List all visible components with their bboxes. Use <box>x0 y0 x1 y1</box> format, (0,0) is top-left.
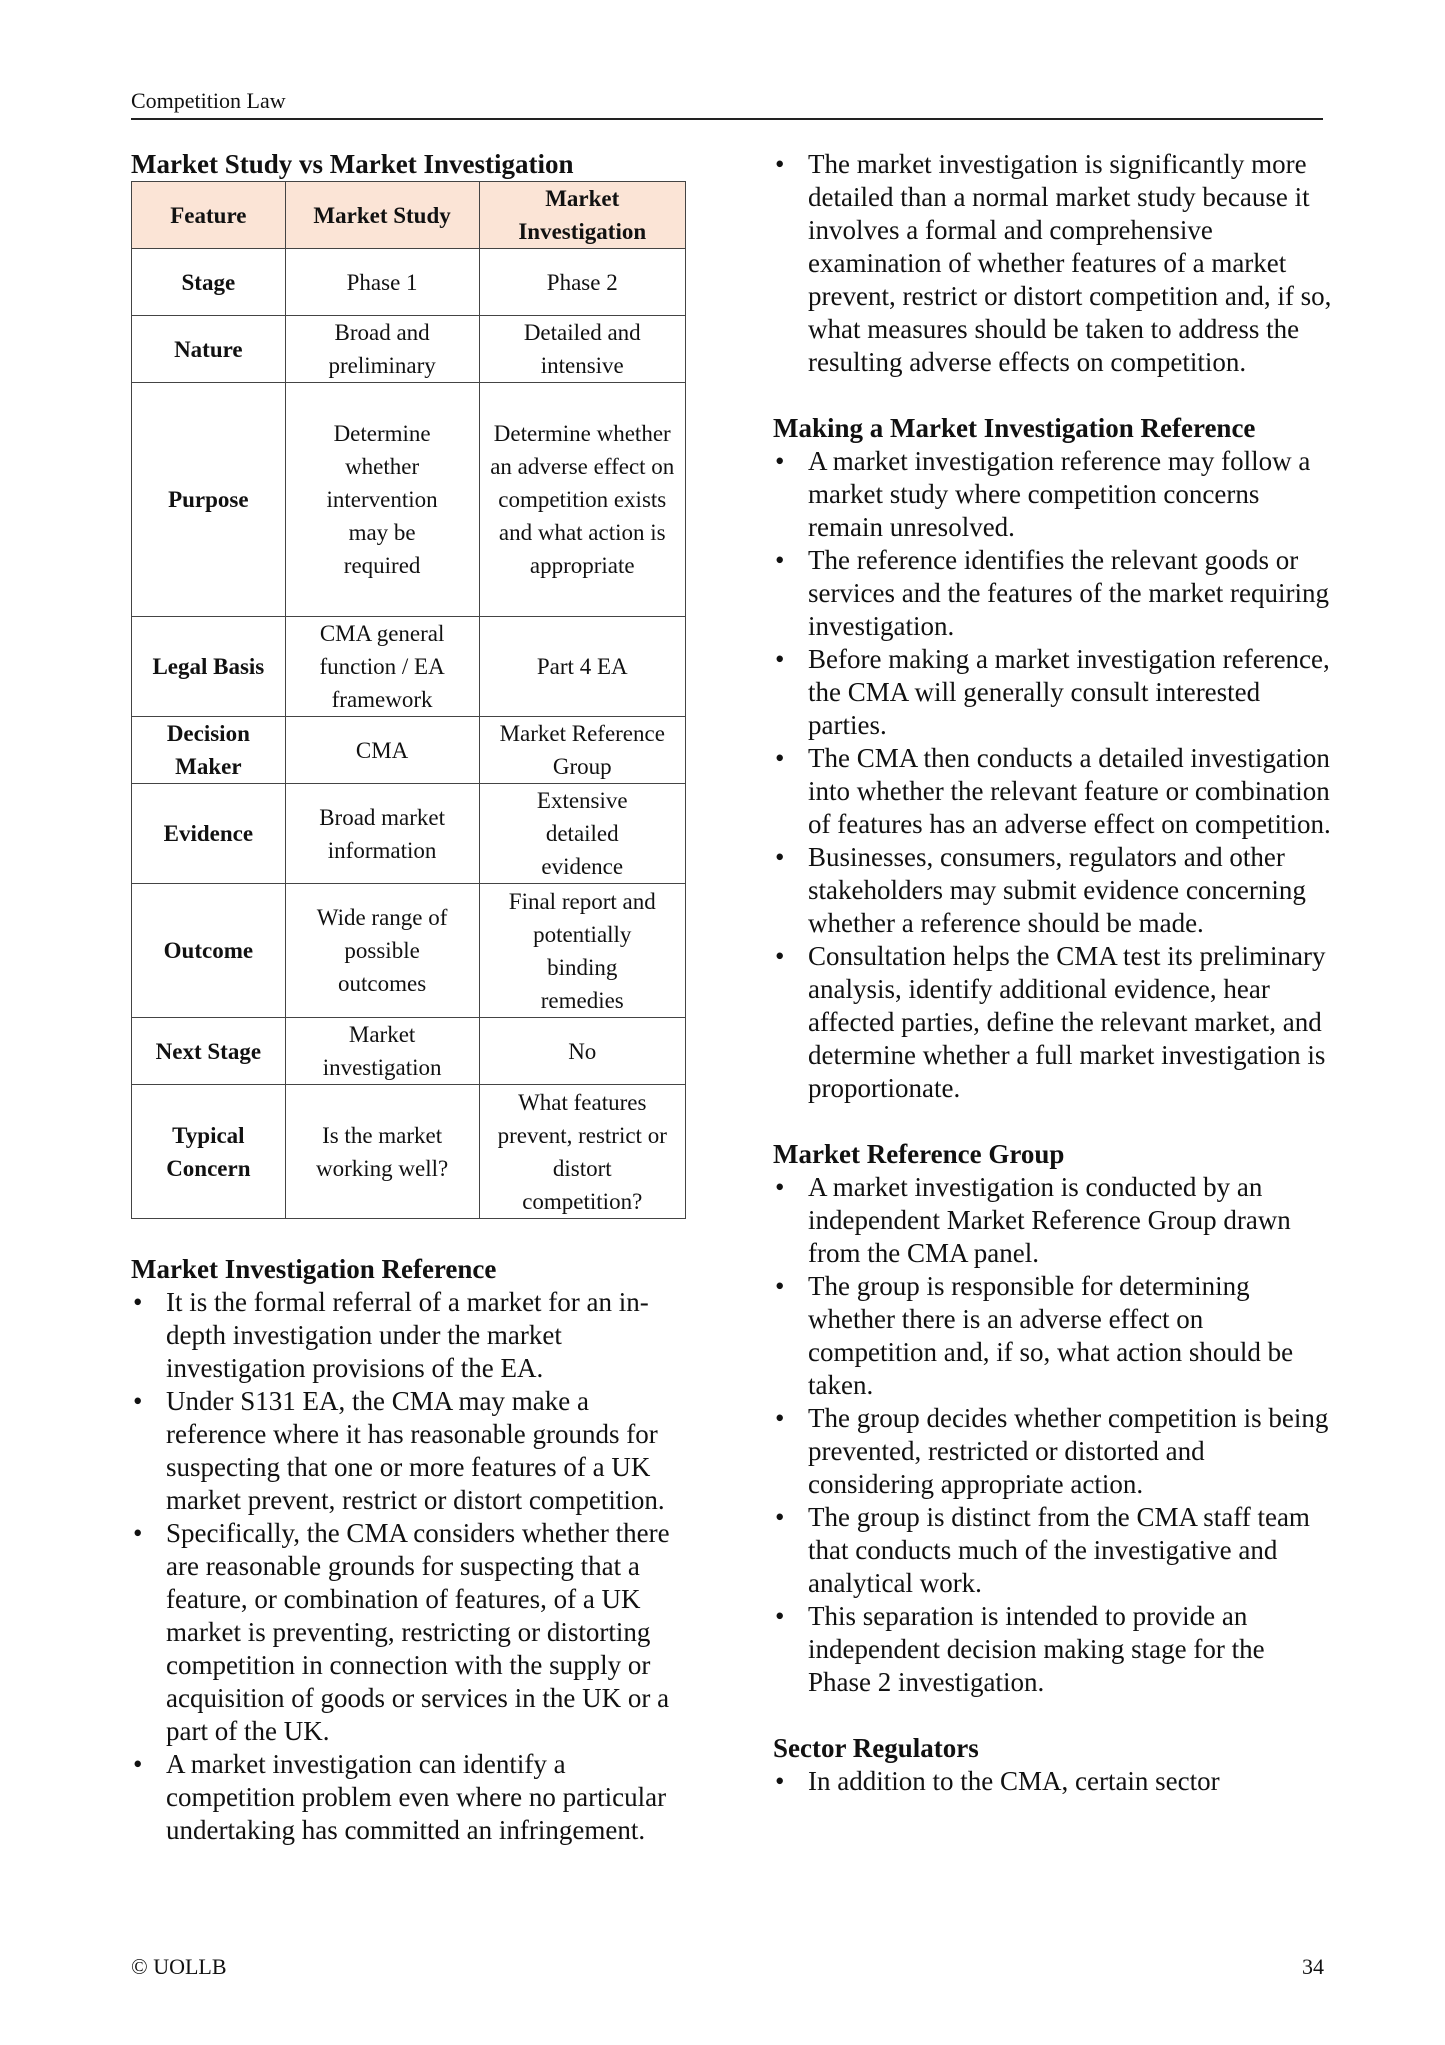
row-study: Wide range of possible outcomes <box>285 884 479 1018</box>
table-row <box>132 383 686 617</box>
list-item: • Under S131 EA, the CMA may make a reference where it has reasonable grounds for suspecting that one or more features of a UK market prevent, restrict or distort competition. <box>131 1385 686 1517</box>
table-header-row <box>132 182 686 249</box>
making-list <box>773 445 1333 1105</box>
row-feature: Legal Basis <box>132 617 286 717</box>
list-item: • The CMA then conducts a detailed investigation into whether the relevant feature or combination of features has an adverse effect on competition. <box>773 742 1333 841</box>
making-heading: Making a Market Investigation Reference <box>773 413 1256 443</box>
page-header <box>131 88 1323 120</box>
mir-heading: Market Investigation Reference <box>131 1254 497 1284</box>
row-study: Broad market information <box>285 784 479 884</box>
mrg-heading: Market Reference Group <box>773 1139 1065 1169</box>
row-study: Broad and preliminary <box>285 316 479 383</box>
row-feature: Typical Concern <box>132 1085 286 1219</box>
row-investigation: What features prevent, restrict or distort competition? <box>479 1085 686 1219</box>
list-item: • A market investigation is conducted by an independent Market Reference Group drawn from the CMA panel. <box>773 1171 1333 1270</box>
row-investigation: Determine whether an adverse effect on competition exists and what action is appropriate <box>479 383 686 617</box>
table-row <box>132 1085 686 1219</box>
list-item: • This separation is intended to provide an independent decision making stage for the Phase 2 investigation. <box>773 1600 1333 1699</box>
header-title: Competition Law <box>131 88 286 113</box>
row-study: CMA general function / EA framework <box>285 617 479 717</box>
table-row <box>132 884 686 1018</box>
page-number: 34 <box>1302 1954 1324 1979</box>
list-item: • Specifically, the CMA considers whether there are reasonable grounds for suspecting that a feature, or combination of features, of a UK market is preventing, restricting or distorting competition in connection with the supply or acquisition of goods or services in the UK or a part of the UK. <box>131 1517 686 1748</box>
row-investigation: Extensive detailed evidence <box>479 784 686 884</box>
intro-list <box>773 148 1333 379</box>
list-item: • The group is responsible for determining whether there is an adverse effect on competition and, if so, what action should be taken. <box>773 1270 1333 1402</box>
table-row <box>132 784 686 884</box>
row-investigation: Detailed and intensive <box>479 316 686 383</box>
column-header: Market Investigation <box>479 182 686 249</box>
row-feature: Decision Maker <box>132 717 286 784</box>
row-feature: Stage <box>132 249 286 316</box>
list-item: • A market investigation can identify a competition problem even where no particular undertaking has committed an infringement. <box>131 1748 686 1847</box>
mir-list <box>131 1286 686 1847</box>
regulators-heading: Sector Regulators <box>773 1733 979 1763</box>
list-item: • Businesses, consumers, regulators and other stakeholders may submit evidence concerning whether a reference should be made. <box>773 841 1333 940</box>
list-item: • In addition to the CMA, certain sector <box>773 1765 1333 1798</box>
row-investigation: No <box>479 1018 686 1085</box>
row-study: CMA <box>285 717 479 784</box>
list-item: • The group decides whether competition is being prevented, restricted or distorted and considering appropriate action. <box>773 1402 1333 1501</box>
mrg-list <box>773 1171 1333 1699</box>
row-investigation: Phase 2 <box>479 249 686 316</box>
table-row <box>132 316 686 383</box>
column-header: Market Study <box>285 182 479 249</box>
left-column <box>131 148 686 1847</box>
list-item: • It is the formal referral of a market for an in-depth investigation under the market investigation provisions of the EA. <box>131 1286 686 1385</box>
row-feature: Nature <box>132 316 286 383</box>
row-study: Determine whether intervention may be required <box>285 383 479 617</box>
list-item: • The reference identifies the relevant goods or services and the features of the market requiring investigation. <box>773 544 1333 643</box>
row-study: Market investigation <box>285 1018 479 1085</box>
row-investigation: Market Reference Group <box>479 717 686 784</box>
row-study: Is the market working well? <box>285 1085 479 1219</box>
comparison-table <box>131 181 686 1219</box>
footer-copyright: © UOLLB <box>131 1954 227 1979</box>
list-item: • Before making a market investigation reference, the CMA will generally consult interested parties. <box>773 643 1333 742</box>
list-item: • The group is distinct from the CMA staff team that conducts much of the investigative and analytical work. <box>773 1501 1333 1600</box>
list-item: • A market investigation reference may follow a market study where competition concerns remain unresolved. <box>773 445 1333 544</box>
column-header: Feature <box>132 182 286 249</box>
table-row <box>132 617 686 717</box>
regulators-list <box>773 1765 1333 1798</box>
row-feature: Next Stage <box>132 1018 286 1085</box>
row-study: Phase 1 <box>285 249 479 316</box>
row-feature: Outcome <box>132 884 286 1018</box>
row-investigation: Final report and potentially binding remedies <box>479 884 686 1018</box>
row-investigation: Part 4 EA <box>479 617 686 717</box>
comparison-heading: Market Study vs Market Investigation <box>131 149 574 179</box>
list-item: • Consultation helps the CMA test its preliminary analysis, identify additional evidence, hear affected parties, define the relevant market, and determine whether a full market investigation is proportionate. <box>773 940 1333 1105</box>
table-row <box>132 249 686 316</box>
table-row <box>132 717 686 784</box>
list-item: • The market investigation is significantly more detailed than a normal market study because it involves a formal and comprehensive examination of whether features of a market prevent, restrict or distort competition and, if so, what measures should be taken to address the resulting adverse effects on competition. <box>773 148 1333 379</box>
row-feature: Purpose <box>132 383 286 617</box>
right-column <box>773 148 1333 1798</box>
row-feature: Evidence <box>132 784 286 884</box>
table-row <box>132 1018 686 1085</box>
